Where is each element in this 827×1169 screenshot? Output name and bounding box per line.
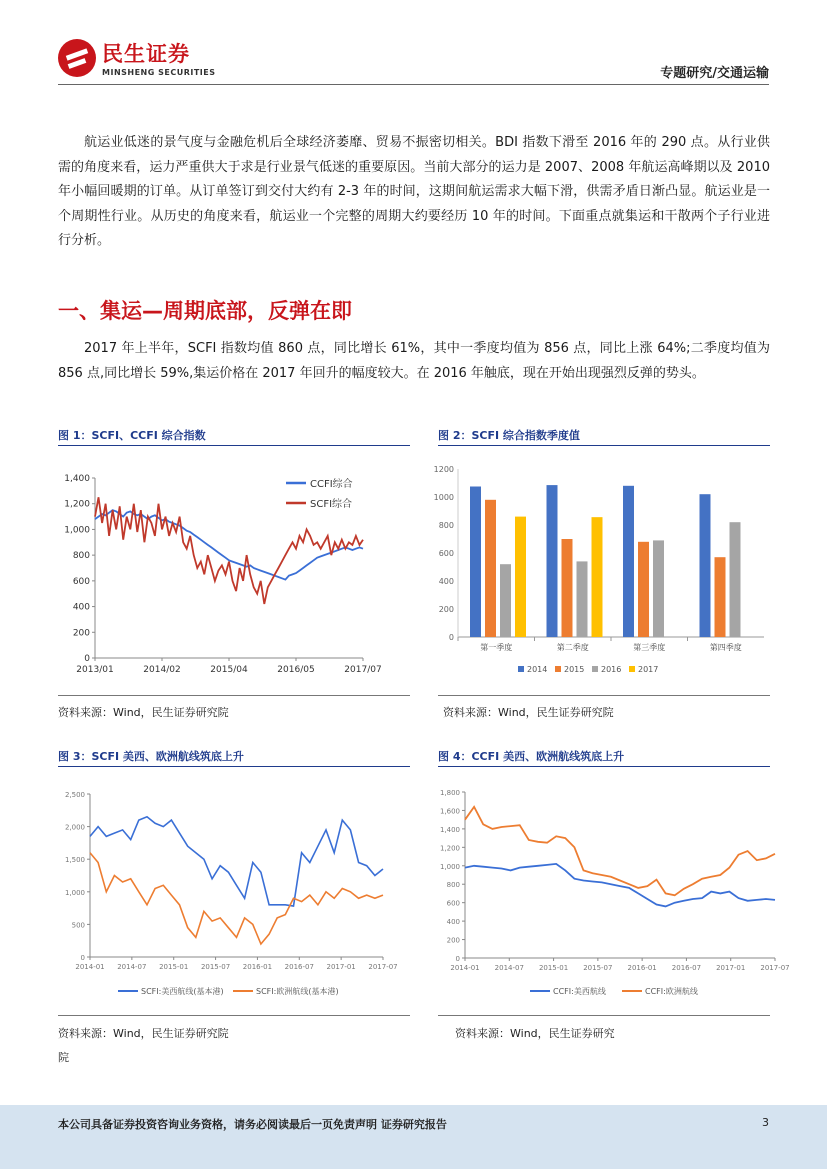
figure-2-top-rule xyxy=(438,445,770,446)
category-label: 第二季度 xyxy=(556,643,589,652)
x-tick-label: 2017-07 xyxy=(760,964,790,972)
bar-2015-3 xyxy=(638,542,649,637)
figure-2-chart xyxy=(428,455,778,690)
y-tick-label: 1,200 xyxy=(439,844,460,853)
figure-2-title: 图 2：SCFI 综合指数季度值 xyxy=(438,429,580,442)
x-tick-label: 2014-07 xyxy=(494,964,524,972)
y-tick-label: 1,800 xyxy=(439,789,460,797)
y-tick-label: 800 xyxy=(72,551,90,562)
bar-2017-2 xyxy=(592,517,603,637)
figure-1-title: 图 1：SCFI、CCFI 综合指数 xyxy=(58,429,206,442)
figure-4-title: 图 4：CCFI 美西、欧洲航线筑底上升 xyxy=(438,750,625,763)
y-tick-label: 1,500 xyxy=(64,856,85,865)
figure-1-top-rule xyxy=(58,445,410,446)
x-tick-label: 2016-01 xyxy=(627,964,657,972)
y-tick-label: 400 xyxy=(438,577,454,586)
y-tick-label: 0 xyxy=(448,633,454,642)
x-tick-label: 2016/05 xyxy=(277,665,315,675)
legend-swatch xyxy=(518,666,524,672)
y-tick-label: 400 xyxy=(72,602,90,613)
series-line-1 xyxy=(465,864,775,907)
x-tick-label: 2014-01 xyxy=(450,964,480,972)
y-tick-label: 1,000 xyxy=(64,888,85,897)
y-tick-label: 800 xyxy=(438,521,454,530)
x-tick-label: 2017-01 xyxy=(326,963,356,971)
y-tick-label: 200 xyxy=(438,605,454,614)
y-tick-label: 1,600 xyxy=(439,807,460,816)
category-label: 第四季度 xyxy=(709,643,742,652)
figure-4-source: 资料来源：Wind，民生证券研究 xyxy=(455,1027,615,1040)
bar-2014-1 xyxy=(470,487,481,638)
x-tick-label: 2014-01 xyxy=(75,963,105,971)
y-tick-label: 600 xyxy=(72,576,90,587)
figure-4-bottom-rule xyxy=(438,1015,770,1016)
x-tick-label: 2014-07 xyxy=(117,963,147,971)
figure-3-top-rule xyxy=(58,766,410,767)
y-tick-label: 600 xyxy=(438,549,454,558)
legend-label: 2014 xyxy=(527,665,548,674)
bar-2016-3 xyxy=(653,540,664,637)
figure-3-bottom-rule xyxy=(58,1015,410,1016)
footer-disclaimer: 本公司具备证券投资咨询业务资格，请务必阅读最后一页免责声明 证券研究报告 xyxy=(58,1118,447,1131)
x-tick-label: 2016-07 xyxy=(671,964,702,972)
y-tick-label: 1,000 xyxy=(64,525,90,536)
header-divider xyxy=(58,84,769,85)
bar-2017-1 xyxy=(515,517,526,637)
bar-2016-2 xyxy=(577,561,588,637)
y-tick-label: 1,200 xyxy=(64,499,90,510)
y-tick-label: 800 xyxy=(446,881,460,890)
bar-2014-3 xyxy=(623,486,634,637)
x-tick-label: 2016-01 xyxy=(242,963,273,971)
y-tick-label: 1200 xyxy=(433,465,454,474)
figure-1-chart xyxy=(58,450,410,690)
figure-4-top-rule xyxy=(438,766,770,767)
x-tick-label: 2013/01 xyxy=(76,665,114,675)
category-label: 第三季度 xyxy=(633,643,666,652)
figure-1-bottom-rule xyxy=(58,695,410,696)
figure-1-source: 资料来源：Wind，民生证券研究院 xyxy=(58,706,229,719)
figure-3-title: 图 3：SCFI 美西、欧洲航线筑底上升 xyxy=(58,750,244,763)
page-footer xyxy=(0,1105,827,1169)
x-tick-label: 2015-01 xyxy=(159,963,189,971)
x-tick-label: 2017/07 xyxy=(344,665,382,675)
y-tick-label: 0 xyxy=(455,955,460,963)
legend-label: 2016 xyxy=(601,665,622,674)
legend-label: SCFI:美西航线(基本港) xyxy=(141,987,224,996)
category-label: 第一季度 xyxy=(480,643,513,652)
x-tick-label: 2015-01 xyxy=(538,964,569,972)
x-tick-label: 2015-07 xyxy=(200,963,231,971)
y-tick-label: 400 xyxy=(446,918,460,927)
figure-4-chart xyxy=(430,780,790,1005)
y-tick-label: 200 xyxy=(446,936,460,945)
y-tick-label: 0 xyxy=(84,654,90,664)
y-tick-label: 600 xyxy=(446,899,460,908)
logo-chinese-name: 民生证券 xyxy=(102,42,190,66)
legend-swatch xyxy=(629,666,635,672)
y-tick-label: 200 xyxy=(72,628,90,639)
legend-swatch xyxy=(592,666,598,672)
bar-2015-2 xyxy=(562,539,573,637)
legend-label: CCFI:美西航线 xyxy=(553,987,606,996)
legend-label: 2015 xyxy=(564,665,585,674)
bar-2016-1 xyxy=(500,564,511,637)
section-paragraph: 2017 年上半年，SCFI 指数均值 860 点，同比增长 61%，其中一季度均值为 856 点，同比上涨 64%;二季度均值为 856 点,同比增长 59%,集运价格在 2017 年回升的幅度较大。在 2016 年触底，现在开始出现强烈反弹的势头。 xyxy=(58,341,770,381)
figure-3-chart xyxy=(58,780,410,1005)
y-tick-label: 1,000 xyxy=(439,862,460,871)
logo-english-name: MINSHENG SECURITIES xyxy=(102,68,216,77)
x-tick-label: 2017-07 xyxy=(368,963,398,971)
bar-2015-1 xyxy=(485,500,496,637)
bar-2014-2 xyxy=(547,485,558,637)
legend-label: SCFI:欧洲航线(基本港) xyxy=(256,987,339,996)
bar-2014-4 xyxy=(700,494,711,637)
figure-3-source: 资料来源：Wind，民生证券研究院 xyxy=(58,1027,229,1040)
series-line-2 xyxy=(90,853,383,944)
legend-swatch xyxy=(555,666,561,672)
legend-label: CCFI:欧洲航线 xyxy=(645,987,698,996)
x-tick-label: 2017-01 xyxy=(716,964,746,972)
x-tick-label: 2015/04 xyxy=(210,665,248,675)
y-tick-label: 0 xyxy=(80,954,85,962)
y-tick-label: 500 xyxy=(71,921,85,930)
legend-label: 2017 xyxy=(638,665,659,674)
y-tick-label: 1,400 xyxy=(64,474,90,484)
y-tick-label: 1000 xyxy=(433,493,454,502)
figure-2-bottom-rule xyxy=(438,695,770,696)
series-line-2 xyxy=(95,497,363,604)
figure-3-source-continued: 院 xyxy=(58,1051,69,1064)
series-line-2 xyxy=(465,807,775,896)
y-tick-label: 2,500 xyxy=(64,791,85,799)
y-tick-label: 2,000 xyxy=(64,823,85,832)
section-title: 一、集运—周期底部，反弹在即 xyxy=(58,299,352,323)
y-tick-label: 1,400 xyxy=(439,825,460,834)
bar-2015-4 xyxy=(715,557,726,637)
logo-icon xyxy=(58,39,96,77)
company-logo xyxy=(58,38,216,77)
page-number: 3 xyxy=(762,1116,769,1129)
figure-2-source: 资料来源：Wind，民生证券研究院 xyxy=(443,706,614,719)
x-tick-label: 2014/02 xyxy=(143,665,181,675)
legend-label: SCFI综合 xyxy=(310,499,353,510)
bar-2016-4 xyxy=(730,522,741,637)
intro-paragraph: 航运业低迷的景气度与金融危机后全球经济萎靡、贸易不振密切相关。BDI 指数下滑至 2016 年的 290 点。从行业供需的角度来看，运力严重供大于求是行业景气低迷的重要原因。当前大部分的运力是 2007、2008 年航运高峰期以及 2010 年小幅回暖期的订单。从订单签订到交付大约有 2-3 年的时间，这期间航运需求大幅下滑，供需矛盾日渐凸显。航运业是一个周期性行业。从历史的角度来看，航运业一个完整的周期大约要经历 10 年的时间。下面重点就集运和干散两个子行业进行分析。 xyxy=(58,135,770,248)
section-label: 专题研究/交通运输 xyxy=(660,66,769,81)
x-tick-label: 2015-07 xyxy=(583,964,613,972)
legend-label: CCFI综合 xyxy=(310,479,353,490)
x-tick-label: 2016-07 xyxy=(284,963,314,971)
